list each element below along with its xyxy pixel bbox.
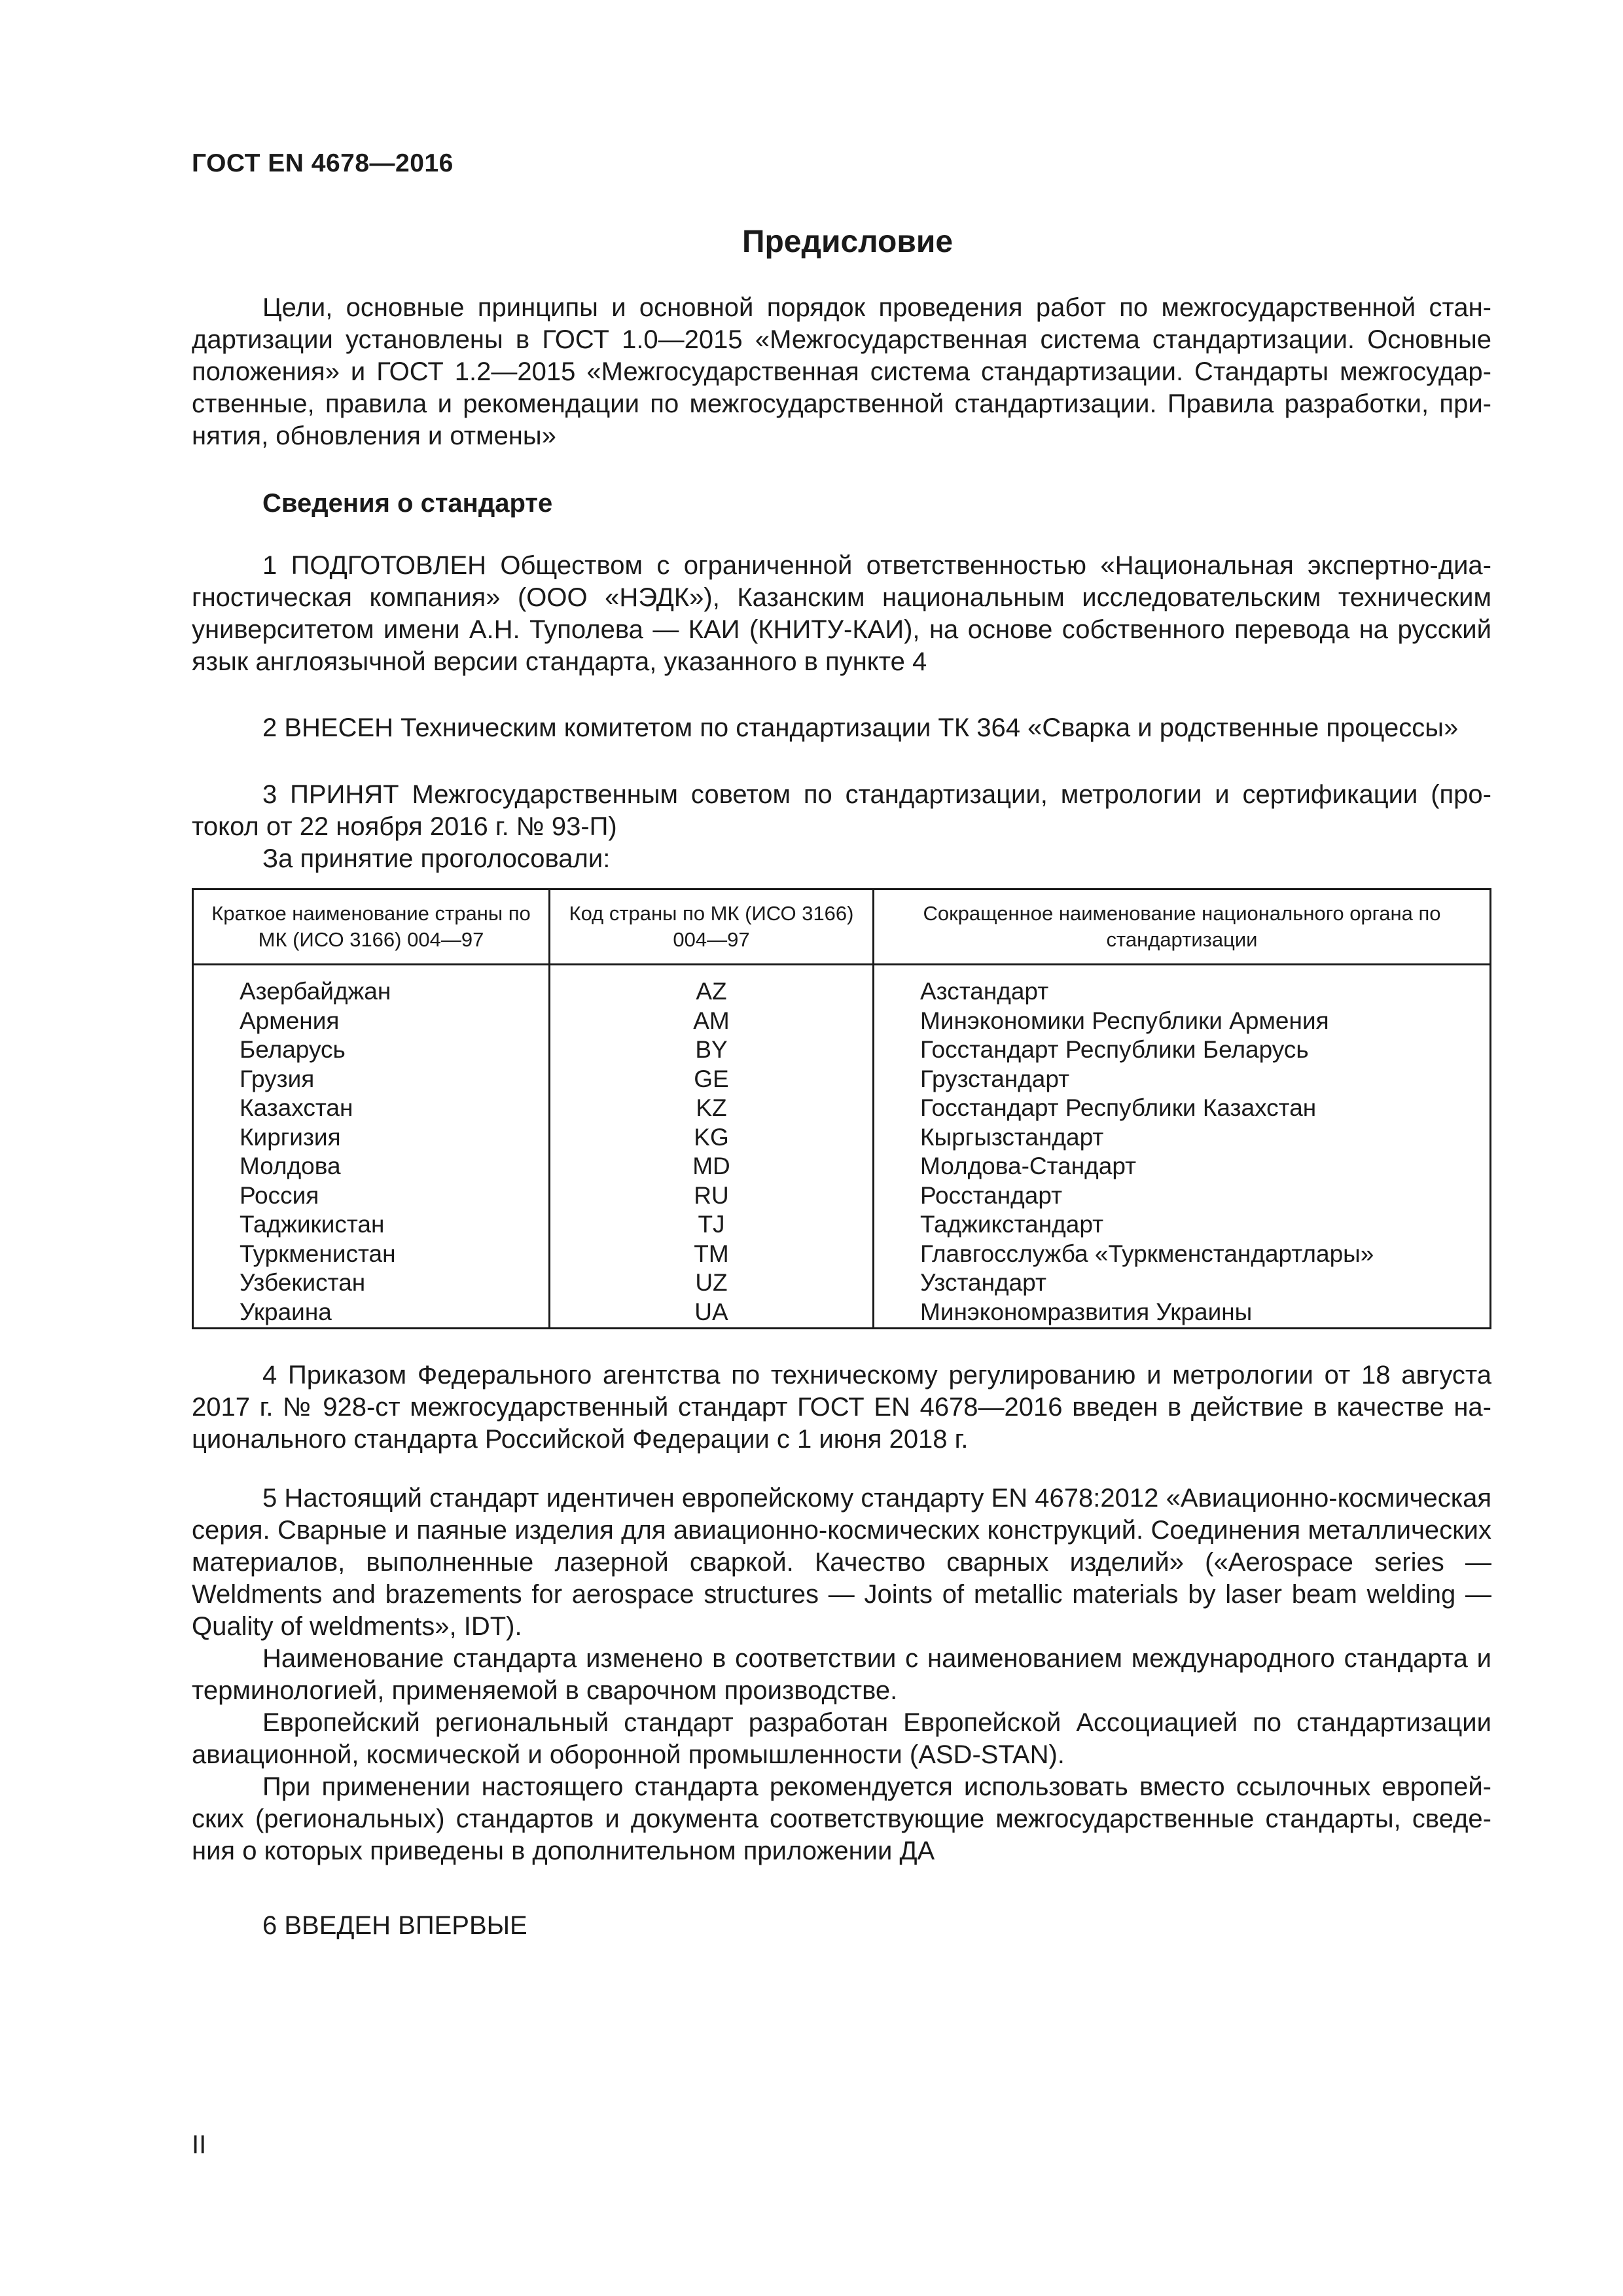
standards-body: Молдова-Стандарт	[920, 1153, 1137, 1179]
item-1-section	[192, 550, 1491, 678]
item-1-paragraph: 1 ПОДГОТОВЛЕН Обществом с ограниченной ответственностью «Национальная экспертно-диагностическая компания» (ООО «НЭДК»), Казанским национальным исследовательским техническим университетом имени А.Н. Туполева — КАИ (КНИТУ-КАИ), на основе собственного перевода на русский язык англоязычной версии стандарта, указанного в пункте 4	[192, 551, 1491, 676]
country-code: RU	[694, 1181, 729, 1209]
item-2-paragraph: 2 ВНЕСЕН Техническим комитетом по стандартизации ТК 364 «Сварка и родственные процессы»	[262, 713, 1459, 742]
country-name: Казахстан	[240, 1094, 353, 1121]
body-column	[874, 965, 1491, 1329]
country-code: AZ	[696, 978, 727, 1005]
vote-line: За принятие проголосовали:	[262, 844, 611, 873]
country-name: Грузия	[240, 1065, 315, 1092]
subheading: Сведения о стандарте	[262, 489, 553, 518]
header-body: Сокращенное наименование национального органа по стандартизации	[874, 889, 1491, 965]
item-6-paragraph: 6 ВВЕДЕН ВПЕРВЫЕ	[262, 1911, 527, 1940]
country-code: AM	[693, 1007, 730, 1034]
item-6-section	[192, 1910, 1491, 1942]
intro-section	[192, 292, 1491, 452]
country-code: KZ	[696, 1094, 727, 1121]
header-country: Краткое наименование страны по МК (ИСО 3166) 004—97	[193, 889, 550, 965]
country-name: Украина	[240, 1298, 332, 1325]
country-column	[193, 965, 550, 1329]
country-code: MD	[692, 1153, 730, 1179]
standards-body: Таджикстандарт	[920, 1211, 1104, 1238]
country-name: Армения	[240, 1007, 340, 1034]
standards-body: Узстандарт	[920, 1269, 1046, 1296]
standards-body: Минэкономразвития Украины	[920, 1298, 1253, 1325]
page-number: II	[192, 2130, 207, 2159]
country-name: Узбекистан	[240, 1269, 366, 1296]
item-3-section	[192, 779, 1491, 875]
country-name: Киргизия	[240, 1123, 341, 1151]
item-5-name-change: Наименование стандарта изменено в соответствии с наименованием международного стандарта и терминологией, применяемой в сварочном производстве.	[192, 1644, 1491, 1705]
item-4-paragraph: 4 Приказом Федерального агентства по техническому регулированию и метрологии от 18 августа 2017 г. № 928-ст межгосударственный стандарт ГОСТ EN 4678—2016 введен в действие в качестве национального стандарта Российской Федерации с 1 июня 2018 г.	[192, 1361, 1491, 1454]
item-4-section	[192, 1359, 1491, 1456]
intro-paragraph: Цели, основные принципы и основной порядок проведения работ по межгосударственной стандартизации установлены в ГОСТ 1.0—2015 «Межгосударственная система стандартизации. Основные положения» и ГОСТ 1.2—2015 «Межгосударственная система стандартизации. Стандарты межгосударственные, правила и рекомендации по межгосударственной стандартизации. Правила разработки, принятия, обновления и отмены»	[192, 293, 1491, 450]
country-name: Молдова	[240, 1153, 341, 1179]
standards-body: Главгосслужба «Туркменстандартлары»	[920, 1240, 1374, 1267]
country-code: GE	[694, 1065, 729, 1092]
item-2-section	[192, 712, 1491, 744]
code-column	[550, 965, 874, 1329]
header-code: Код страны по МК (ИСО 3166) 004—97	[550, 889, 874, 965]
country-name: Таджикистан	[240, 1211, 385, 1238]
document-header: ГОСТ EN 4678—2016	[192, 149, 454, 177]
item-5-section	[192, 1482, 1491, 1867]
subheading-section	[192, 488, 1491, 520]
standards-body: Азстандарт	[920, 978, 1049, 1005]
table-header-row	[193, 889, 1491, 965]
country-code: UA	[694, 1298, 728, 1325]
item-5-references: При применении настоящего стандарта рекомендуется использовать вместо ссылочных европейских (региональных) стандартов и документа соответствующие межгосударственные стандарты, сведения о которых приведены в дополнительном приложении ДА	[192, 1772, 1491, 1865]
standards-body: Кыргызстандарт	[920, 1123, 1104, 1151]
item-3-paragraph: 3 ПРИНЯТ Межгосударственным советом по стандартизации, метрологии и сертификации (протокол от 22 ноября 2016 г. № 93-П)	[192, 780, 1491, 841]
page-title: Предисловие	[741, 224, 954, 259]
standards-body: Госстандарт Республики Беларусь	[920, 1036, 1309, 1063]
country-name: Беларусь	[240, 1036, 346, 1063]
table-body-row	[193, 965, 1491, 1329]
country-name: Россия	[240, 1181, 319, 1209]
standards-body: Госстандарт Республики Казахстан	[920, 1094, 1317, 1121]
standards-body: Росстандарт	[920, 1181, 1063, 1209]
voting-table	[192, 888, 1491, 1329]
item-5-paragraph: 5 Настоящий стандарт идентичен европейскому стандарту EN 4678:2012 «Авиационно-космическая серия. Сварные и паяные изделия для авиационно-космических конструкций. Соединения металлических материалов, выполненные лазерной сваркой. Качество сварных изделий» («Aerospace series — Weldments and brazements for aerospace structures — Joints of metallic materials by laser beam welding — Quality of weldments», IDT).	[192, 1484, 1491, 1641]
item-5-developer: Европейский региональный стандарт разработан Европейской Ассоциацией по стандартизации авиационной, космической и оборонной промышленности (ASD-STAN).	[192, 1708, 1491, 1769]
country-name: Азербайджан	[240, 978, 391, 1005]
standards-body: Минэкономики Республики Армения	[920, 1007, 1329, 1034]
country-code: TM	[694, 1240, 729, 1267]
country-code: KG	[694, 1123, 729, 1151]
country-code: TJ	[698, 1211, 725, 1238]
country-code: UZ	[695, 1269, 728, 1296]
country-code: BY	[695, 1036, 728, 1063]
country-name: Туркменистан	[240, 1240, 396, 1267]
standards-body: Грузстандарт	[920, 1065, 1070, 1092]
